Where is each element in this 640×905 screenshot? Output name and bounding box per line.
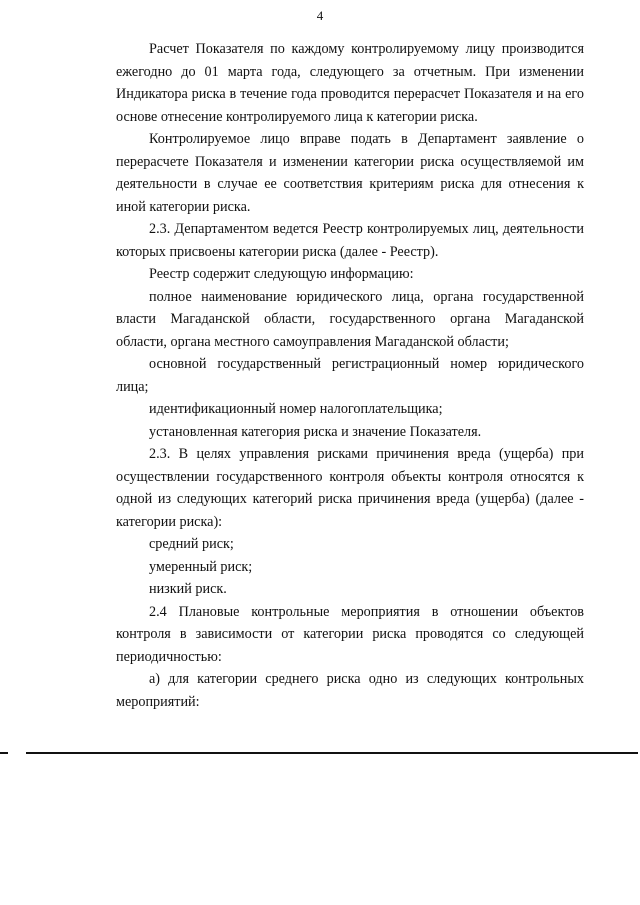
paragraph-risk-management: 2.3. В целях управления рисками причинения вреда (ущерба) при осуществлении государственного контроля объекты контроля относятся к одной из следующих категорий риска причинения вреда (ущерба) (далее - категории риска): [116,446,584,530]
paragraph-calculation: Расчет Показателя по каждому контролируемому лицу производится ежегодно до 01 марта года, следующего за отчетным. При изменении Индикатора риска в течение года проводится перерасчет Показателя и на его основе отнесение контролируемого лица к категории риска. [116,41,584,125]
paragraph-ogrn: основной государственный регистрационный номер юридического лица; [116,356,584,395]
left-margin-mark [0,752,8,754]
paragraph-full-name: полное наименование юридического лица, органа государственной власти Магаданской области, государственного органа Магаданской области, органа местного самоуправления Магаданской области; [116,288,584,350]
paragraph-medium-risk-events: а) для категории среднего риска одно из следующих контрольных мероприятий: [116,671,584,710]
paragraph-registry-contents: Реестр содержит следующую информацию: [149,266,414,282]
paragraph-inn: идентификационный номер налогоплательщика; [149,401,443,417]
paragraph-planned-events: 2.4 Плановые контрольные мероприятия в отношении объектов контроля в зависимости от категории риска проводятся со следующей периодичностью: [116,603,584,665]
paragraph-registry: 2.3. Департаментом ведется Реестр контролируемых лиц, деятельности которых присвоены категории риска (далее - Реестр). [116,221,584,260]
footer-rule [26,752,638,754]
page-number: 4 [316,8,324,23]
list-item-low-risk: низкий риск. [149,581,227,597]
list-item-medium-risk: средний риск; [149,536,234,552]
paragraph-risk-category: установленная категория риска и значение Показателя. [149,423,482,440]
paragraph-recalculation-request: Контролируемое лицо вправе подать в Департамент заявление о перерасчете Показателя и изменении категории риска осуществляемой им деятельности в случае ее соответствия критериям риска для отнесения к иной категории риска. [116,131,584,215]
document-body [116,38,584,713]
list-item-moderate-risk: умеренный риск; [149,558,253,575]
